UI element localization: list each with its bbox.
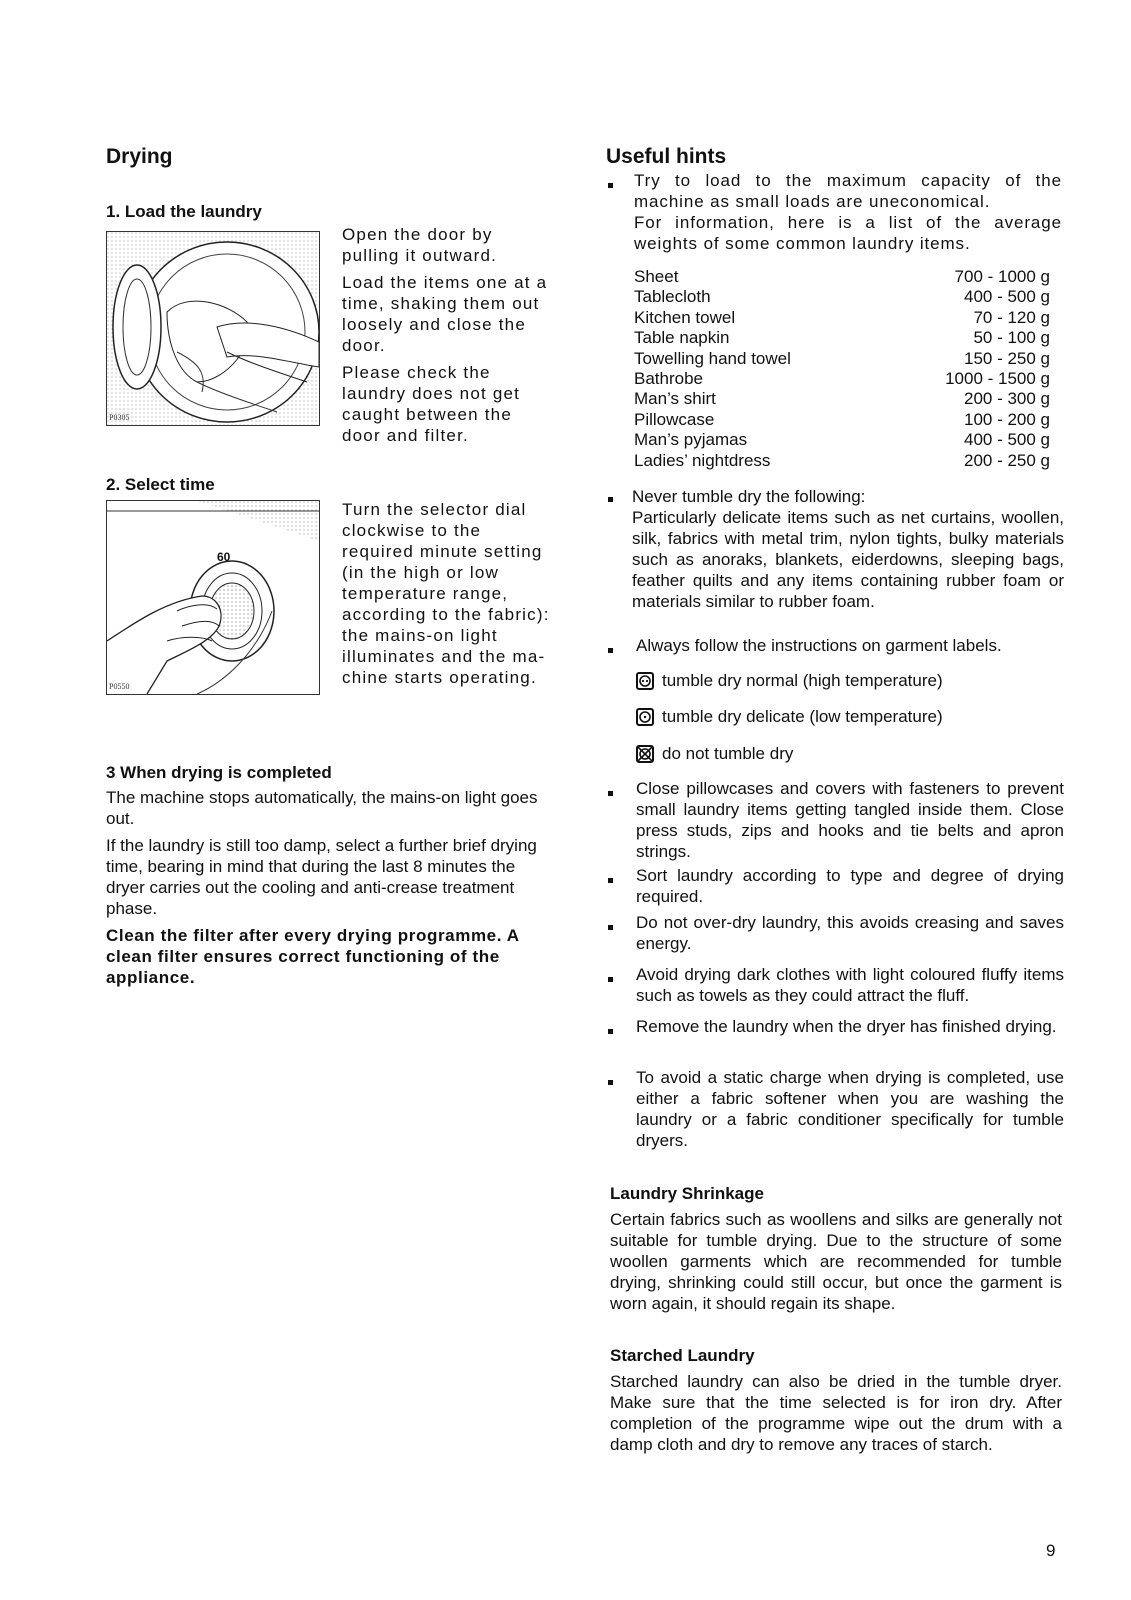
hint-5: Sort laundry according to type and degree of drying required.	[636, 866, 1064, 906]
step2-text	[342, 499, 556, 694]
weights-value: 200 - 300 g	[963, 389, 1050, 409]
weights-value: 1000 - 1500 g	[945, 369, 1050, 388]
hint-2	[632, 486, 1064, 612]
symbol-label: do not tumble dry	[662, 744, 794, 763]
step1-heading: 1. Load the laundry	[106, 202, 262, 221]
load-laundry-illustration	[106, 231, 320, 426]
step3-para-2: If the laundry is still too damp, select a further brief drying time, bearing in mind that during the last 8 minutes the dryer carries out the cooling and anti-crease treatment phase.	[106, 836, 537, 918]
page-number: 9	[1046, 1541, 1056, 1560]
weights-item: Table napkin	[634, 328, 730, 348]
weights-value: 70 - 120 g	[973, 307, 1050, 327]
tumble-dry-delicate-icon	[636, 708, 654, 726]
step1-para-1: Open the door by pulling it outward.	[342, 225, 498, 265]
symbol-row-no-tumble	[636, 743, 793, 765]
weights-value: 200 - 250 g	[963, 450, 1050, 470]
weights-value: 100 - 200 g	[963, 409, 1050, 429]
hint-7: Avoid drying dark clothes with light coloured fluffy items such as towels as they could attract the fluff.	[636, 965, 1064, 1005]
step3-bold-note: Clean the filter after every drying programme. A clean filter ensures correct functioning of the appliance.	[106, 926, 519, 987]
weights-value: 400 - 500 g	[963, 287, 1050, 307]
figure-code: P0550	[109, 682, 130, 691]
symbol-row-delicate	[636, 706, 943, 728]
tumble-dry-normal-icon	[636, 672, 654, 690]
bullet-icon	[608, 497, 613, 502]
step1-para-2: Load the items one at a time, shaking them out loosely and close the door.	[342, 273, 548, 355]
figure-code: P0305	[109, 413, 130, 422]
section-title-useful-hints: Useful hints	[606, 145, 727, 168]
hint-2-first: Never tumble dry the following:	[632, 487, 866, 506]
hint-2-rest: Particularly delicate items such as net curtains, woollen, silk, fabrics with metal trim, nylon tights, bulky materials such as anoraks, blankets, eiderdowns, sleeping bags, feather quilts and any items containing rubber foam or materials similar to rubber foam.	[632, 508, 1064, 611]
weights-item: Kitchen towel	[634, 307, 736, 327]
bullet-icon	[608, 1029, 613, 1034]
step3-para-1: The machine stops automatically, the mains-on light goes out.	[106, 788, 538, 828]
hint-3: Always follow the instructions on garment labels.	[636, 636, 1002, 655]
weights-item: Pillowcase	[634, 409, 715, 429]
weights-item: Sheet	[634, 267, 679, 286]
weights-value: 50 - 100 g	[973, 328, 1050, 348]
section-title-drying: Drying	[106, 145, 173, 168]
hint-1-line-1: Try to load to the maximum capacity of the machine as small loads are uneconomical.	[634, 171, 1062, 211]
dial-value: 60	[217, 550, 231, 564]
bullet-icon	[608, 648, 613, 653]
hint-9: To avoid a static charge when drying is completed, use either a fabric softener when you are washing the laundry or a fabric conditioner specifically for tumble dryers.	[636, 1068, 1064, 1150]
bullet-icon	[608, 977, 613, 982]
step2-para: Turn the selector dial clockwise to the required minute setting (in the high or low temperature range, according to the fabric): the mains-on light illuminates and the ma- chine starts operating.	[342, 500, 550, 687]
step1-para-3: Please check the laundry does not get caught between the door and filter.	[342, 363, 521, 445]
step2-heading: 2. Select time	[106, 475, 215, 494]
weights-value: 150 - 250 g	[963, 348, 1050, 368]
hint-8: Remove the laundry when the dryer has finished drying.	[636, 1017, 1057, 1036]
step3-text	[106, 787, 556, 994]
weights-item: Tablecloth	[634, 287, 711, 307]
shrinkage-text: Certain fabrics such as woollens and silks are generally not suitable for tumble drying. Due to the structure of some woollen garments which are recommended for tumble drying, shrinking could still occur, but once the garment is worn again, it should regain its shape.	[610, 1210, 1062, 1313]
bullet-icon	[608, 183, 613, 188]
shrinkage-heading: Laundry Shrinkage	[610, 1184, 764, 1203]
weights-item: Towelling hand towel	[634, 348, 791, 368]
select-time-illustration	[106, 500, 320, 695]
bullet-icon	[608, 1080, 613, 1085]
step3-heading: 3 When drying is completed	[106, 763, 332, 782]
weights-item: Bathrobe	[634, 369, 703, 388]
starched-text: Starched laundry can also be dried in the tumble dryer. Make sure that the time selected is for iron dry. After completion of the programme wipe out the drum with a damp cloth and dry to remove any traces of starch.	[610, 1372, 1062, 1454]
do-not-tumble-dry-icon	[636, 745, 654, 763]
bullet-icon	[608, 791, 613, 796]
weights-item: Ladies’ nightdress	[634, 450, 771, 470]
step1-text	[342, 224, 556, 452]
symbol-label: tumble dry delicate (low temperature)	[662, 707, 943, 726]
bullet-icon	[608, 925, 613, 930]
hint-6: Do not over-dry laundry, this avoids creasing and saves energy.	[636, 913, 1064, 953]
hint-1-line-2: For information, here is a list of the average weights of some common laundry items.	[634, 213, 1062, 253]
symbol-row-normal	[636, 670, 943, 692]
hint-1	[634, 170, 1062, 254]
bullet-icon	[608, 878, 613, 883]
weights-value: 400 - 500 g	[963, 430, 1050, 450]
symbol-label: tumble dry normal (high temperature)	[662, 671, 943, 690]
weights-item: Man’s pyjamas	[634, 430, 748, 450]
weights-item: Man’s shirt	[634, 389, 716, 409]
hint-4: Close pillowcases and covers with fasteners to prevent small laundry items getting tangled inside them. Close press studs, zips and hooks and tie belts and apron strings.	[636, 779, 1064, 861]
weights-value: 700 - 1000 g	[954, 267, 1050, 286]
starched-heading: Starched Laundry	[610, 1346, 755, 1365]
